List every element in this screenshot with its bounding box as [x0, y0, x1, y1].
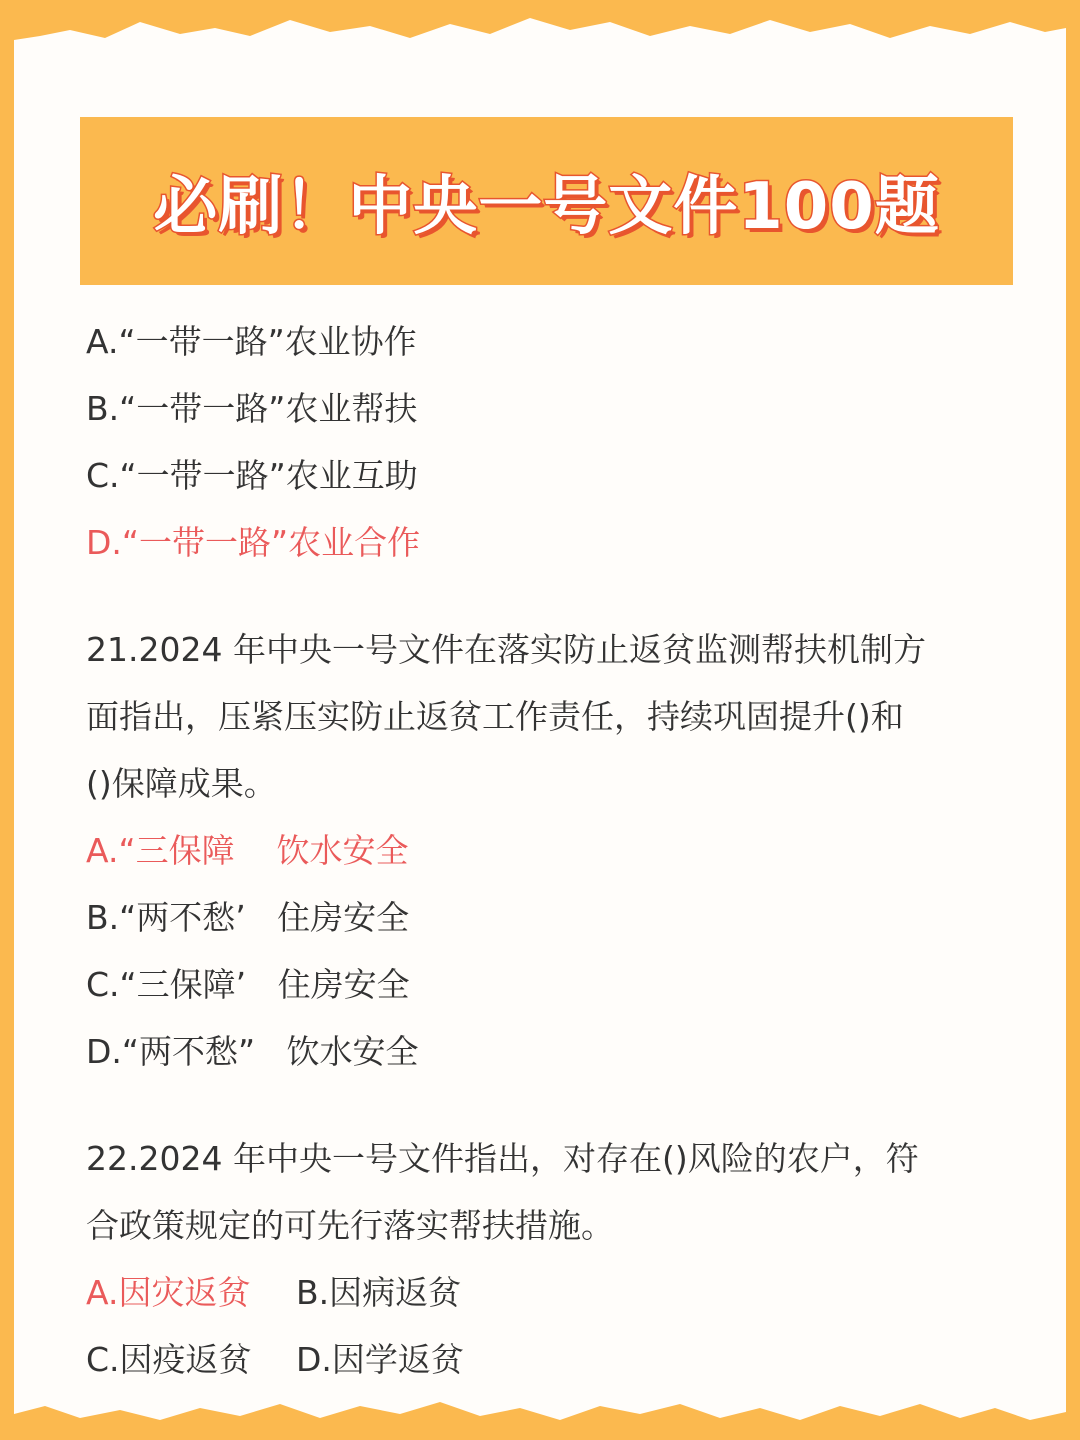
q20-option-c: C.“一带一路”农业互助 [86, 456, 418, 495]
q22-option-c: C.因疫返贫 [86, 1340, 252, 1379]
q21-option-b: B.“两不愁’ 住房安全 [86, 898, 410, 937]
q21-option-a-answer: A.“三保障 饮水安全 [86, 831, 409, 870]
q20-option-b: B.“一带一路”农业帮扶 [86, 389, 418, 428]
q22-question-line-2: 合政策规定的可先行落实帮扶措施。 [86, 1206, 614, 1245]
q21-option-d: D.“两不愁” 饮水安全 [86, 1032, 419, 1071]
q22-option-a-answer: A.因灾返贫 [86, 1273, 251, 1312]
q21-question-line-3: ()保障成果。 [86, 764, 277, 803]
q21-question-line-2: 面指出，压紧压实防止返贫工作责任，持续巩固提升()和 [86, 697, 904, 736]
q22-question-line-1: 22.2024 年中央一号文件指出，对存在()风险的农户，符 [86, 1139, 919, 1178]
q20-option-a: A.“一带一路”农业协作 [86, 322, 417, 361]
q21-question-line-1: 21.2024 年中央一号文件在落实防止返贫监测帮扶机制方 [86, 630, 926, 669]
q22-option-b: B.因病返贫 [296, 1273, 462, 1312]
page-title: 必刷！中央一号文件100题 [153, 170, 940, 244]
title-banner [80, 117, 1013, 285]
q21-option-c: C.“三保障’ 住房安全 [86, 965, 410, 1004]
q20-option-d-answer: D.“一带一路”农业合作 [86, 523, 421, 562]
q22-option-d: D.因学返贫 [296, 1340, 464, 1379]
